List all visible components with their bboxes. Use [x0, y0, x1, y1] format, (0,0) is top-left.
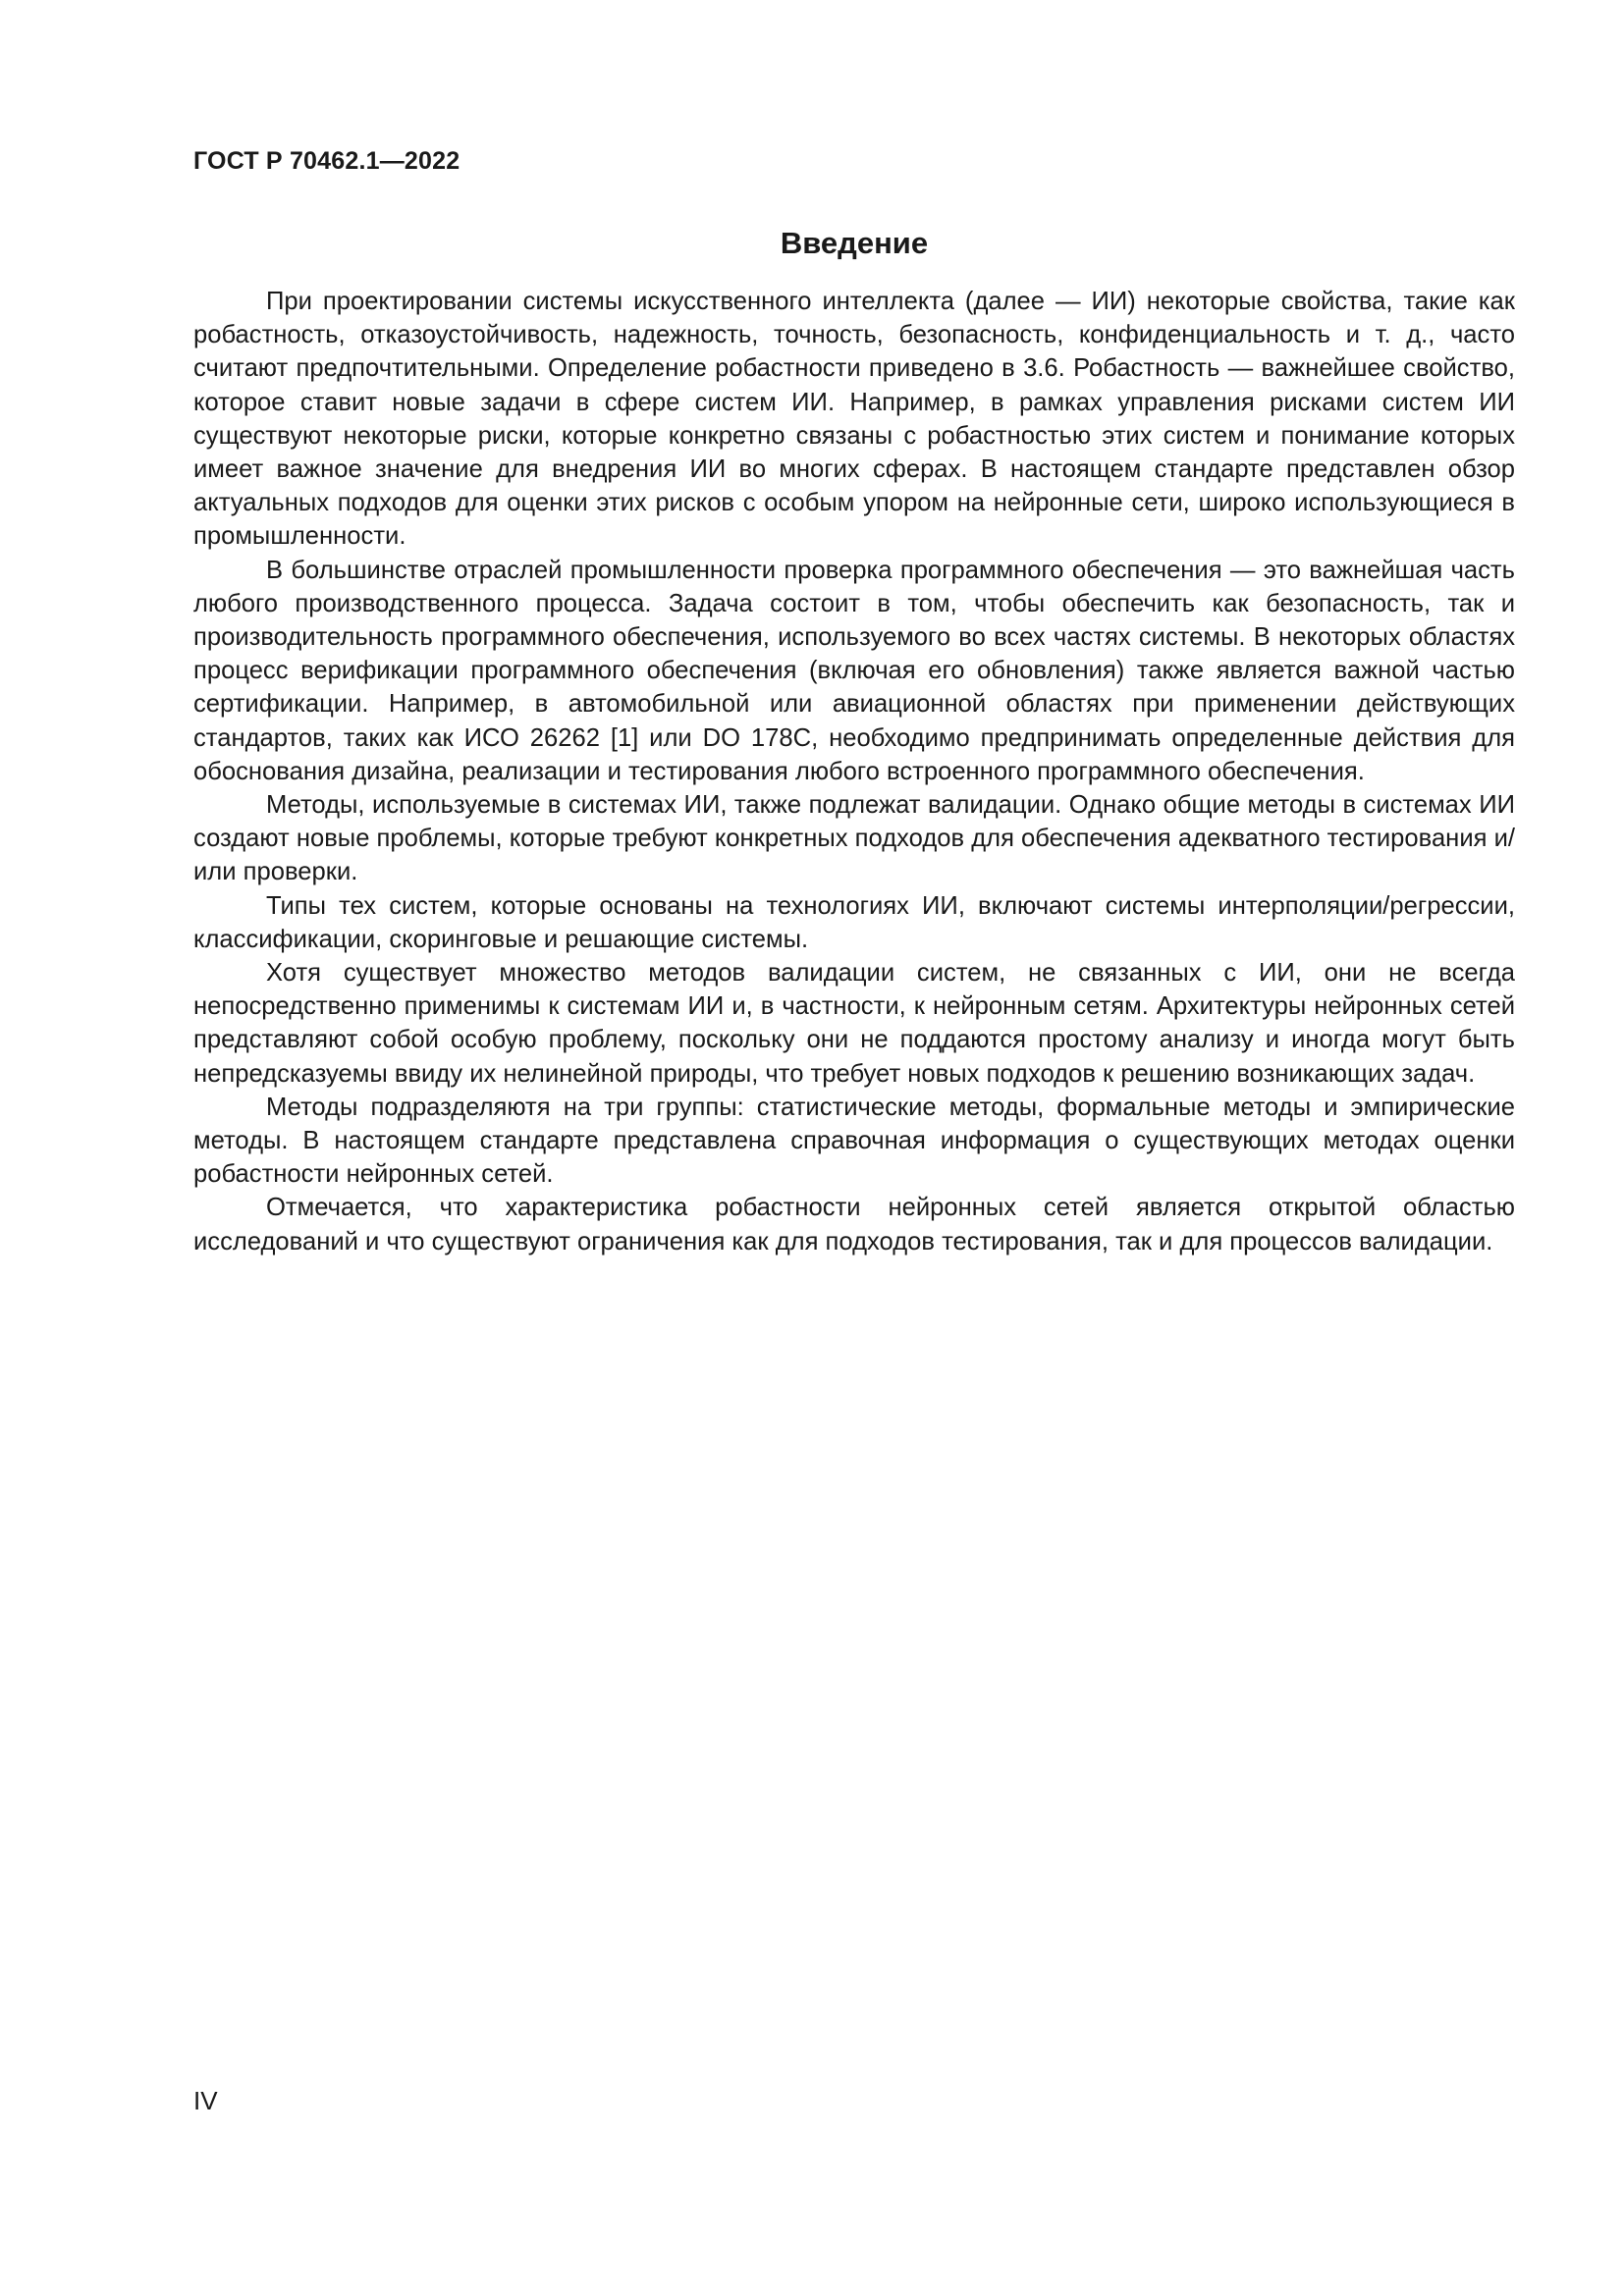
- paragraph-4: Типы тех систем, которые основаны на технологиях ИИ, включают системы интерполяции/регрессии, классификации, скоринговые и решающие системы.: [193, 891, 1515, 953]
- paragraph-7: Отмечается, что характеристика робастности нейронных сетей является открытой областью исследований и что существуют ограничения как для подходов тестирования, так и для процессов валидации.: [193, 1194, 1515, 1255]
- document-header-standard-id: ГОСТ Р 70462.1—2022: [193, 147, 460, 175]
- paragraph-2: В большинстве отраслей промышленности проверка программного обеспечения — это важнейшая часть любого производственного процесса. Задача состоит в том, чтобы обеспечить как безопасность, так и производительность программного обеспечения, используемого во всех частях системы. В некоторых областях процесс верификации программного обеспечения (включая его обновления) также является важной частью сертификации. Например, в автомобильной или авиационной областях при применении действующих стандартов, таких как ИСО 26262 [1] или DO 178C, необходимо предпринимать определенные действия для обоснования дизайна, реализации и тестирования любого встроенного программного обеспечения.: [193, 556, 1515, 785]
- paragraph-1: При проектировании системы искусственного интеллекта (далее — ИИ) некоторые свойства, такие как робастность, отказоустойчивость, надежность, точность, безопасность, конфиденциальность и т. д., часто считают предпочтительными. Определение робастности приведено в 3.6. Робастность — важнейшее свойство, которое ставит новые задачи в сфере систем ИИ. Например, в рамках управления рисками систем ИИ существуют некоторые риски, которые конкретно связаны с робастностью этих систем и понимание которых имеет важное значение для внедрения ИИ во многих сферах. В настоящем стандарте представлен обзор актуальных подходов для оценки этих рисков с особым упором на нейронные сети, широко использующиеся в промышленности.: [193, 288, 1515, 551]
- section-title: Введение: [780, 226, 929, 260]
- paragraph-5: Хотя существует множество методов валидации систем, не связанных с ИИ, они не всегда непосредственно применимы к системам ИИ и, в частности, к нейронным сетям. Архитектуры нейронных сетей представляют собой особую проблему, поскольку они не поддаются простому анализу и иногда могут быть непредсказуемы ввиду их нелинейной природы, что требует новых подходов к решению возникающих задач.: [193, 959, 1515, 1088]
- paragraph-6: Методы подразделяютя на три группы: статистические методы, формальные методы и эмпирические методы. В настоящем стандарте представлена справочная информация о существующих методах оценки робастности нейронных сетей.: [193, 1093, 1515, 1189]
- page-number: IV: [193, 2086, 218, 2115]
- paragraph-3: Методы, используемые в системах ИИ, также подлежат валидации. Однако общие методы в системах ИИ создают новые проблемы, которые требуют конкретных подходов для обеспечения адекватного тестирования и/или проверки.: [193, 791, 1515, 886]
- body-text: [193, 285, 1515, 1258]
